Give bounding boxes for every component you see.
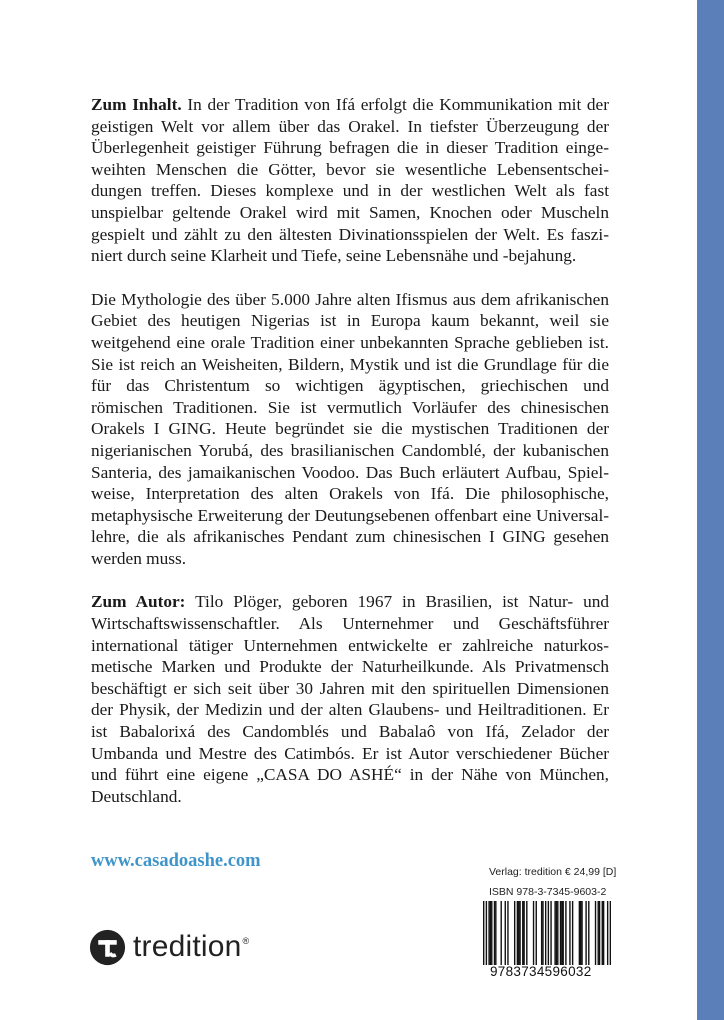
website-link[interactable]: www.casadoashe.com	[91, 851, 261, 871]
barcode-bar	[517, 901, 518, 965]
barcode-bar	[580, 901, 581, 965]
author-label: Zum Autor:	[91, 592, 186, 612]
back-cover-text	[91, 94, 609, 829]
barcode-bar	[548, 901, 549, 965]
barcode-bar	[507, 901, 508, 965]
author-text: Tilo Plöger, geboren 1967 in Brasilien, ist Natur- und Wirtschaftswissenschaftler. Als Unternehmer und Geschäftsführer international tätiger Unternehmen entwickelte er zahlreiche naturkosmetische Marken und Produkte der Naturheilkunde. Als Privatmensch beschäftigt er sich seit über 30 Jahren mit den spirituellen Dimensionen der Physik, der Medizin und der alten Glaubens- und Heiltraditionen. Er ist Babalorixá des Candomblés und Babalaô von Ifá, Zelador der Umbanda und Mestre des Catimbós. Er ist Autor verschiedener Bücher und führt eine eigene „CASA DO ASHÉ“ in der Nähe von München, Deutschland.	[91, 592, 610, 806]
cover-spine-stripe	[697, 0, 724, 1020]
tredition-logo-icon	[89, 929, 126, 966]
barcode-bar	[565, 901, 566, 965]
barcode-bar	[579, 901, 580, 965]
barcode-bar	[569, 901, 570, 965]
barcode-bar	[518, 901, 519, 965]
barcode-bar	[501, 901, 502, 965]
barcode-bar	[572, 901, 573, 965]
isbn-line: ISBN 978-3-7345-9603-2	[489, 886, 607, 898]
barcode-bar	[519, 901, 520, 965]
barcode-bar	[505, 901, 506, 965]
barcode-bar	[595, 901, 596, 965]
barcode-bar	[562, 901, 563, 965]
barcode-bar	[486, 901, 487, 965]
about-label: Zum Inhalt.	[91, 95, 182, 114]
price-line: Verlag: tredition € 24,99 [D]	[489, 866, 617, 878]
barcode-bar	[533, 901, 534, 965]
publisher-logo	[89, 928, 249, 966]
barcode-digits: 9783734596032	[490, 964, 592, 979]
barcode-bar	[490, 901, 491, 965]
barcode-bar	[542, 901, 543, 965]
barcode-bar	[514, 901, 515, 965]
barcode-bar	[495, 901, 496, 965]
about-paragraph	[91, 94, 609, 267]
barcode-bar	[545, 901, 546, 965]
barcode-bar	[550, 901, 551, 965]
barcode-bar	[598, 901, 599, 965]
barcode-bar	[557, 901, 558, 965]
barcode-bar	[541, 901, 542, 965]
about-text: In der Tradition von Ifá erfolgt die Kommunikation mit der geistigen Welt vor allem über das Orakel. In tiefster Überzeugung der Überlegenheit geistiger Führung befragen die in dieser Tradition eingeweihten Menschen die Götter, bevor sie wesentliche Lebensentscheidungen treffen. Dieses komplexe und in der westlichen Welt als fast unspielbar geltende Orakel wird mit Samen, Knochen oder Muscheln gespielt und zählt zu den ältesten Divinationsspielen der Welt. Es fasziniert durch seine Klarheit und Tiefe, seine Lebensnähe und -bejahung.	[91, 95, 609, 266]
barcode-bar	[536, 901, 537, 965]
publisher-name	[133, 928, 249, 966]
barcode-bar	[585, 901, 586, 965]
barcode-bar	[554, 901, 555, 965]
barcode-bar	[526, 901, 527, 965]
barcode-bar	[560, 901, 561, 965]
barcode-bar	[610, 901, 611, 965]
barcode-bar	[602, 901, 603, 965]
barcode-bar	[603, 901, 604, 965]
barcode-bar	[483, 901, 484, 965]
barcode-bar	[561, 901, 562, 965]
barcode-bar	[607, 901, 608, 965]
barcode-bar	[488, 901, 489, 965]
barcode-bar	[581, 901, 582, 965]
barcode-bar	[522, 901, 523, 965]
barcode-bar	[556, 901, 557, 965]
mythology-paragraph: Die Mythologie des über 5.000 Jahre alten Ifismus aus dem afrikanischen Gebiet des heutigen Nigerias ist in Europa kaum bekannt, weil sie weitgehend eine orale Tradition einer unbekannten Sprache geblieben ist. Sie ist reich an Weisheiten, Bildern, Mystik und ist die Grundlage für die für das Christentum so wichtigen ägyptischen, griechischen und römischen Traditionen. Sie ist vermutlich Vorläufer des chinesischen Orakels I GING. Heute begründet sie die mystischen Traditionen der nigerianischen Yorubá, des brasilianischen Candomblé, der kubanischen Santeria, des jamaikanischen Voodoo. Das Buch erläutert Aufbau, Spielweise, Interpretation des alten Orakels von Ifá. Die philosophische, metaphysische Erweiterung der Deutungsebenen offenbart eine Universal-lehre, die als afrikanisches Pendant zum chinesischen I GING gesehen werden muss.	[91, 289, 609, 568]
registered-mark: ®	[242, 936, 250, 946]
author-paragraph	[91, 591, 609, 807]
barcode-bar	[491, 901, 492, 965]
barcode-bar	[523, 901, 524, 965]
barcode-bar	[588, 901, 589, 965]
barcode-bar	[599, 901, 600, 965]
barcode-image	[483, 901, 611, 965]
publisher-name-text: tredition	[133, 930, 242, 963]
barcode-bar	[494, 901, 495, 965]
barcode-block	[483, 866, 623, 979]
